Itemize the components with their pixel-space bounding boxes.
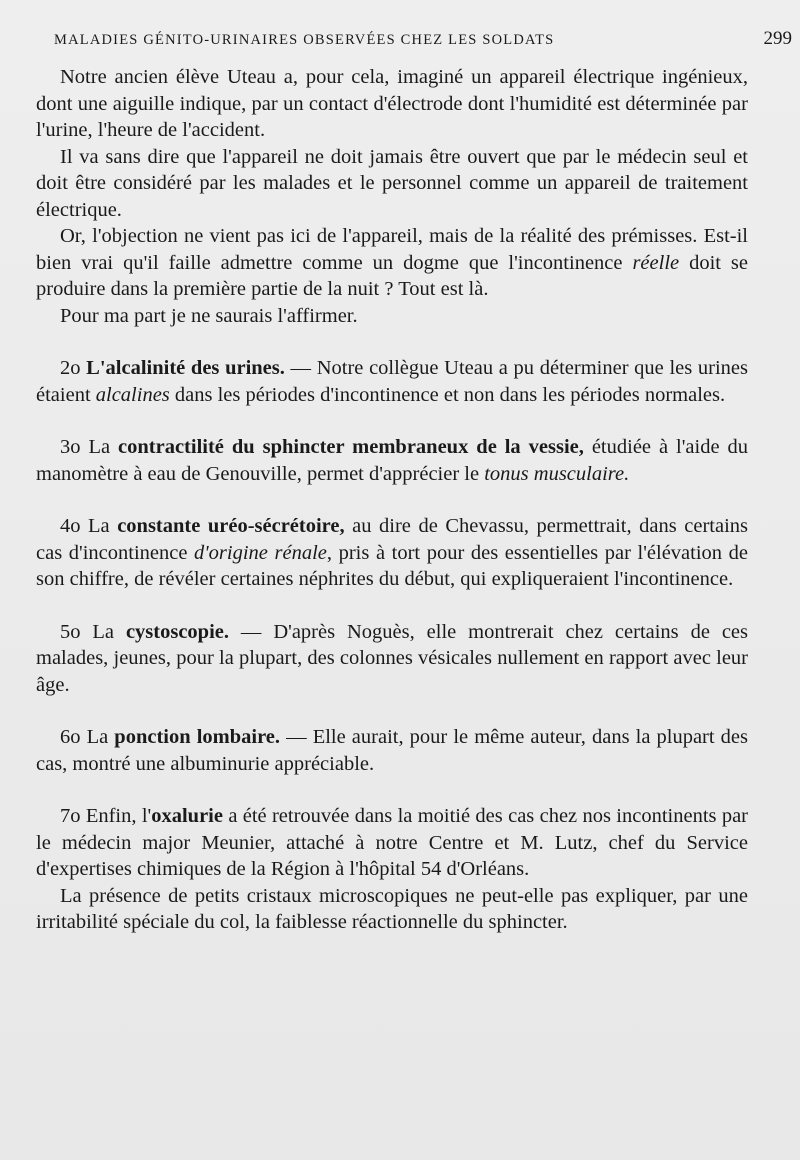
item-2-alcalinite: 2o L'alcalinité des urines. — Notre collègue Uteau a pu déterminer que les urines étaient alcalines dans les périodes d'incontinence et non dans les périodes normales.	[36, 357, 748, 406]
running-title: MALADIES GÉNITO-URINAIRES OBSERVÉES CHEZ LES SOLDATS	[54, 32, 555, 48]
body-text	[36, 64, 748, 936]
paragraph-cristaux: La présence de petits cristaux microscopiques ne peut-elle pas expliquer, par une irritabilité spéciale du col, la faiblesse réactionnelle du sphincter.	[36, 884, 748, 933]
item-5-label: cystoscopie.	[125, 620, 230, 643]
item-3-label: contractilité du sphincter membraneux de la vessie,	[118, 436, 584, 458]
item-3-contractilite: 3o La contractilité du sphincter membraneux de la vessie, étudiée à l'aide du manomètre à eau de Genouville, permet d'apprécier le tonus musculaire.	[36, 436, 749, 485]
emphasis-reelle: réelle	[632, 251, 680, 274]
item-6-label: ponction lombaire.	[114, 726, 281, 748]
paragraph-opinion: Pour ma part je ne saurais l'affirmer.	[60, 304, 358, 327]
paragraph-ouverture: Il va sans dire que l'appareil ne doit jamais être ouvert que par le médecin seul et doit être considéré par les malades et le personnel comme un appareil de traitement électrique.	[36, 145, 748, 221]
item-7-label: oxalurie	[151, 805, 223, 827]
item-7-oxalurie: 7o Enfin, l'oxalurie a été retrouvée dans la moitié des cas chez nos incontinents par le médecin major Meunier, attaché à notre Centre et M. Lutz, chef du Service d'expertises chimiques de la Région à l'hôpital 54 d'Orléans.	[36, 805, 748, 880]
paragraph-appareil: Notre ancien élève Uteau a, pour cela, imaginé un appareil électrique ingénieux, dont une aiguille indique, par un contact d'électrode dont l'humidité est déterminée par l'urine, l'heure de l'accident.	[36, 66, 748, 141]
running-header	[54, 28, 792, 54]
paragraph-objection: Or, l'objection ne vient pas ici de l'appareil, mais de la réalité des prémisses. Est-il bien vrai qu'il faille admettre comme un dogme que l'incontinence réelle doit se produire dans la première partie de la nuit ? Tout est là.	[36, 225, 748, 300]
item-6-number: 6o	[60, 726, 81, 748]
page-number: 299	[763, 28, 792, 49]
item-5-number: 5o	[60, 620, 81, 643]
item-7-number: 7o	[60, 805, 81, 827]
item-2-number: 2o	[60, 357, 81, 379]
item-3-number: 3o	[60, 436, 81, 458]
item-4-label: constante uréo-sécrétoire,	[117, 515, 345, 537]
item-4-constante: 4o La constante uréo-sécrétoire, au dire de Chevassu, permettrait, dans certains cas d'incontinence d'origine rénale, pris à tort pour des essentielles par l'élévation de son chiffre, de révéler certaines néphrites du début, qui expliqueraient l'incontinence.	[36, 515, 748, 590]
item-6-ponction: 6o La ponction lombaire. — Elle aurait, pour le même auteur, dans la plupart des cas, montré une albuminurie appréciable.	[36, 726, 748, 775]
item-5-cystoscopie: 5o La cystoscopie. — D'après Noguès, elle montrerait chez certains de ces malades, jeunes, pour la plupart, des colonnes vésicales nullement en rapport avec leur âge.	[36, 620, 749, 696]
item-2-label: L'alcalinité des urines.	[86, 357, 285, 379]
item-4-number: 4o	[60, 515, 81, 537]
